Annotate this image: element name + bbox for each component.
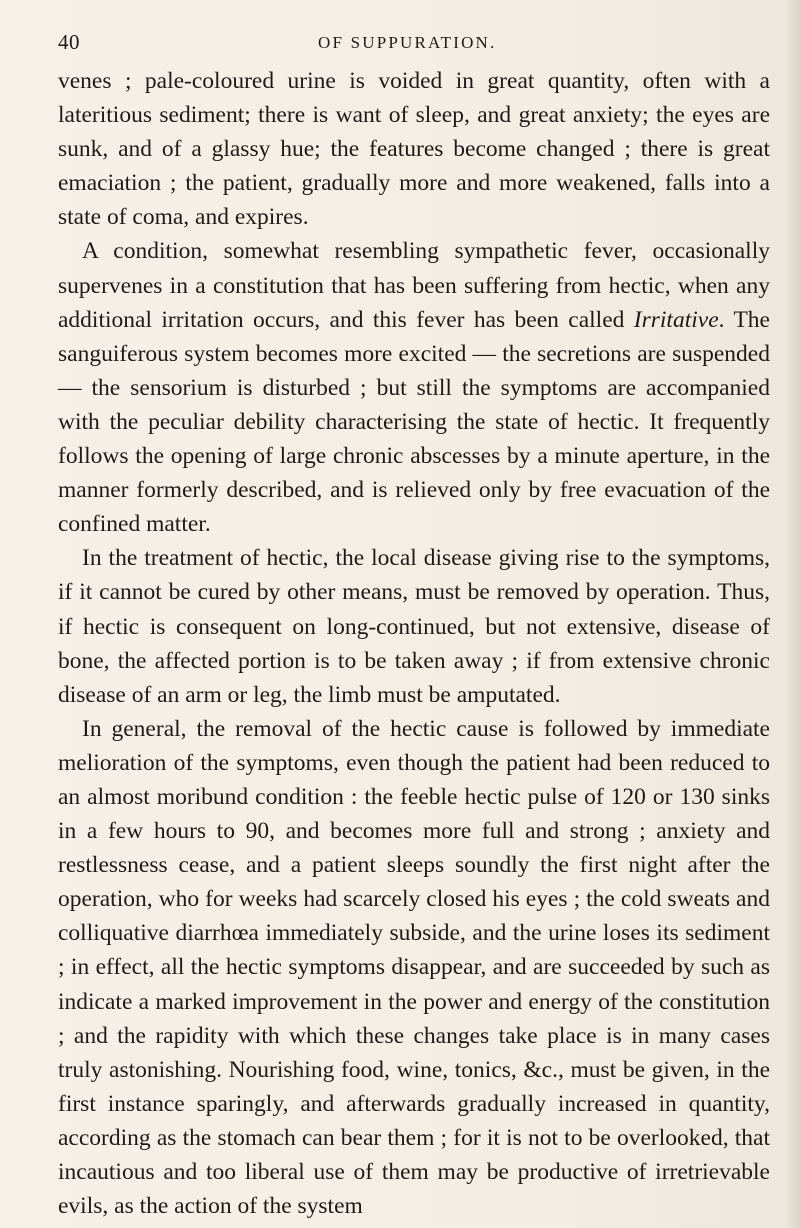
paragraph-4: In general, the removal of the hectic cause is followed by immediate melioration of the symptoms, even though the patient had been reduced to an almost moribund condition : the feeble hectic pulse of 120 or 130 sinks in a few hours to 90, and becomes more full and strong ; anxiety and restlessness cease, and a patient sleeps soundly the first night after the operation, who for weeks had scarcely closed his eyes ; the cold sweats and colliquative diarrhœa immediately subside, and the urine loses its sediment ; in effect, all the hectic symptoms disappear, and are succeeded by such as indicate a marked improvement in the power and energy of the constitution ; and the rapidity with which these changes take place is in many cases truly astonishing. Nourishing food, wine, tonics, &c., must be given, in the first instance sparingly, and afterwards gradually increased in quantity, according as the stomach can bear them ; for it is not to be overlooked, that incautious and too liberal use of them may be productive of irretrievable evils, as the action of the system xyxy=(58,715,770,1220)
paragraph-2: A condition, somewhat resembling sympathetic fever, occasionally supervenes in a constitution that has been suffering from hectic, when any additional irritation occurs, and this fever has been called Irritative. The sanguiferous system becomes more excited — the secretions are suspended — the sensorium is disturbed ; but still the symptoms are accompanied with the peculiar debility characterising the state of hectic. It frequently follows the opening of large chronic abscesses by a minute aperture, in the manner formerly described, and is relieved only by free evacuation of the confined matter. xyxy=(58,238,770,538)
paragraph-1: venes ; pale-coloured urine is voided in great quantity, often with a lateritious sediment; there is want of sleep, and great anxiety; the eyes are sunk, and of a glassy hue; the features become changed ; there is great emaciation ; the patient, gradually more and more weakened, falls into a state of coma, and expires. xyxy=(58,68,770,231)
page-edge-shadow xyxy=(787,0,801,1228)
running-head: OF SUPPURATION. xyxy=(318,33,497,52)
italic-term: Irritative xyxy=(633,306,719,333)
body-text xyxy=(58,64,770,1223)
page-number: 40 xyxy=(58,30,80,54)
page-header xyxy=(58,30,758,56)
paragraph-3: In the treatment of hectic, the local disease giving rise to the symptoms, if it cannot be cured by other means, must be removed by operation. Thus, if hectic is consequent on long-continued, but not extensive, disease of bone, the affected portion is to be taken away ; if from extensive chronic disease of an arm or leg, the limb must be amputated. xyxy=(58,545,770,708)
